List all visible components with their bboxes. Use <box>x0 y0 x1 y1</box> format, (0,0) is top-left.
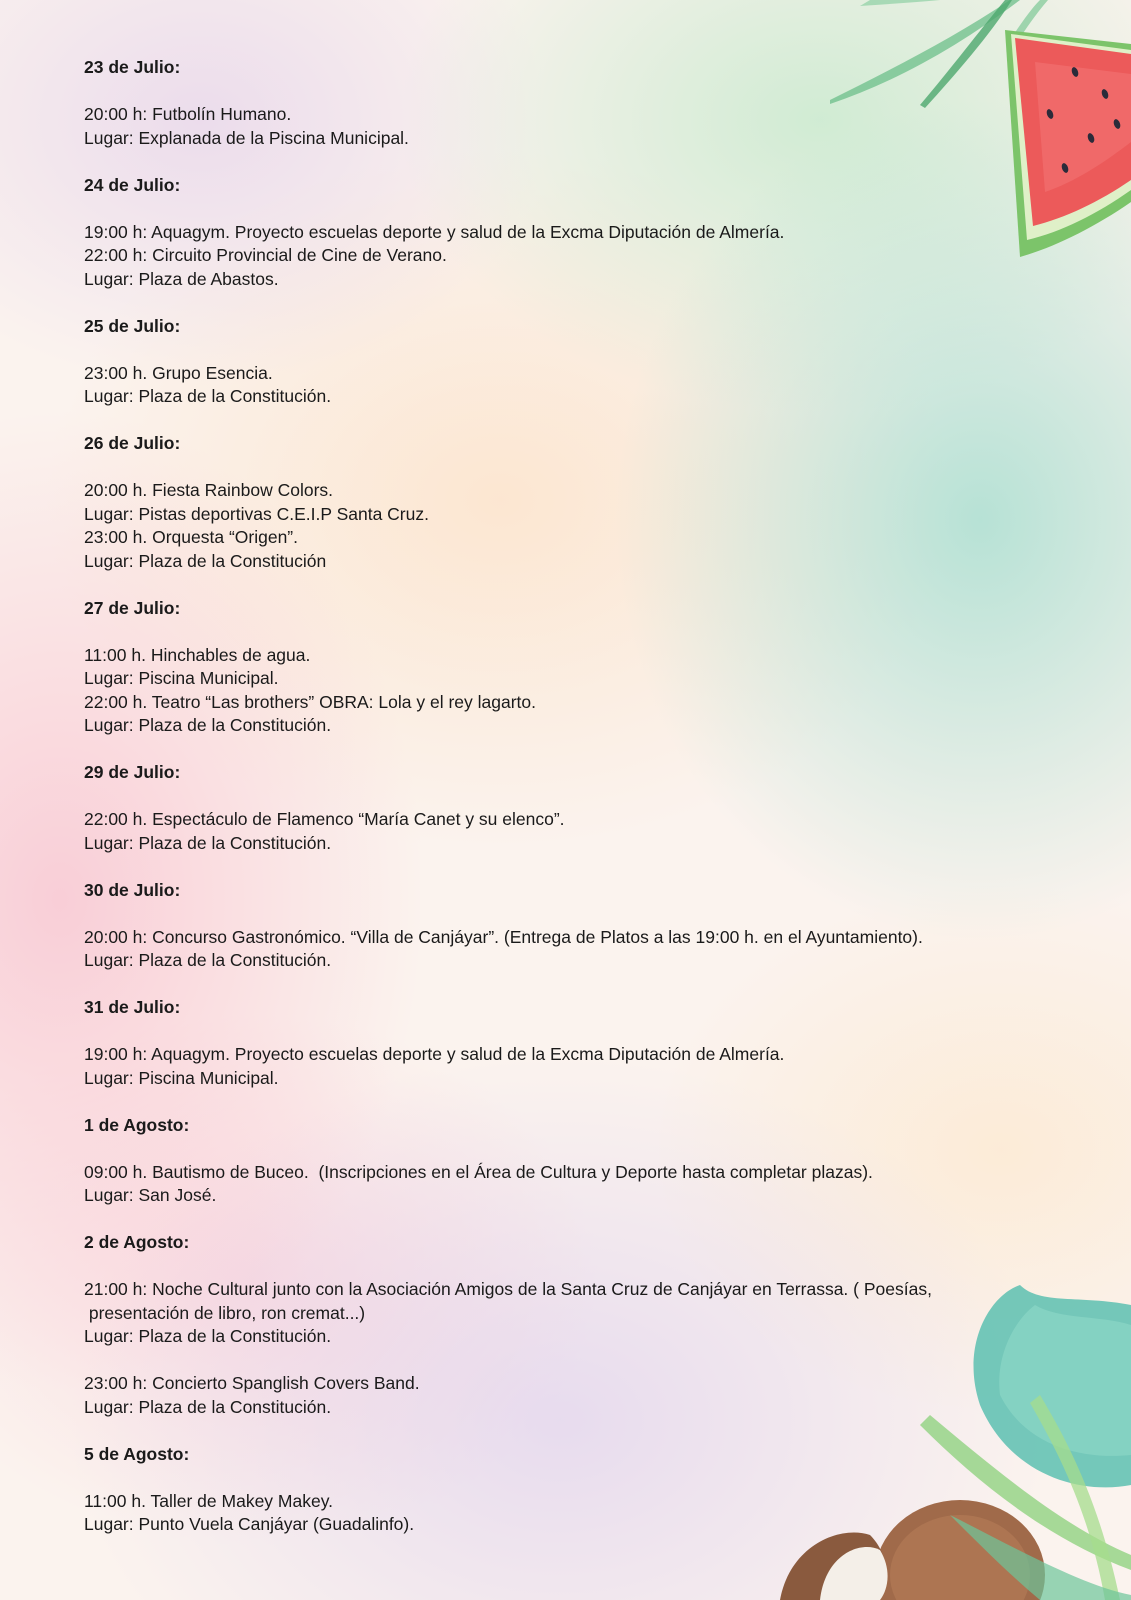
event-line: Lugar: Plaza de la Constitución. <box>84 386 332 406</box>
event-line: 22:00 h: Circuito Provincial de Cine de Verano. <box>84 245 447 265</box>
event-line: Lugar: Plaza de la Constitución. <box>84 1396 332 1417</box>
event-line: Lugar: Explanada de la Piscina Municipal. <box>84 127 409 148</box>
schedule-day <box>84 1443 974 1537</box>
event-line: 11:00 h. Taller de Makey Makey. <box>84 1490 334 1511</box>
watermelon-illustration <box>1005 22 1131 262</box>
event-line: Lugar: Plaza de la Constitución. <box>84 715 332 735</box>
event-line: 20:00 h: Futbolín Humano. <box>84 104 292 124</box>
event-line: 23:00 h. Orquesta “Origen”. <box>84 527 298 547</box>
schedule-day <box>84 996 974 1090</box>
schedule-day <box>84 761 974 855</box>
event-line: presentación de libro, ron cremat...) <box>84 1302 366 1323</box>
schedule-day <box>84 56 974 150</box>
event-line: 21:00 h: Noche Cultural junto con la Asociación Amigos de la Santa Cruz de Canjáyar en Terrassa. ( Poesías, <box>84 1279 932 1299</box>
schedule-day <box>84 597 974 738</box>
event-line: 20:00 h: Concurso Gastronómico. “Villa de Canjáyar”. (Entrega de Platos a las 19:00 h. en el Ayuntamiento). <box>84 926 923 947</box>
event-line: Lugar: Punto Vuela Canjáyar (Guadalinfo). <box>84 1514 415 1534</box>
day-title: 29 de Julio: <box>84 762 181 782</box>
day-title: 30 de Julio: <box>84 879 181 900</box>
event-line: Lugar: Plaza de la Constitución. <box>84 1326 332 1346</box>
day-title: 5 de Agosto: <box>84 1443 190 1464</box>
schedule-day <box>84 315 974 409</box>
event-line: 19:00 h: Aquagym. Proyecto escuelas deporte y salud de la Excma Diputación de Almería. <box>84 221 785 242</box>
event-line: Lugar: Pistas deportivas C.E.I.P Santa Cruz. <box>84 503 429 524</box>
event-line: 22:00 h. Teatro “Las brothers” OBRA: Lola y el rey lagarto. <box>84 691 536 712</box>
day-title: 1 de Agosto: <box>84 1114 190 1135</box>
event-line: Lugar: Plaza de la Constitución. <box>84 832 332 853</box>
schedule-day <box>84 1231 974 1419</box>
day-title: 23 de Julio: <box>84 57 181 77</box>
event-line: Lugar: San José. <box>84 1185 217 1205</box>
event-line: 23:00 h: Concierto Spanglish Covers Band. <box>84 1373 420 1393</box>
event-line: Lugar: Piscina Municipal. <box>84 668 279 688</box>
event-line: Lugar: Piscina Municipal. <box>84 1067 279 1088</box>
schedule-day <box>84 879 974 973</box>
event-line: 19:00 h: Aquagym. Proyecto escuelas deporte y salud de la Excma Diputación de Almería. <box>84 1044 785 1064</box>
spacer <box>84 1349 974 1373</box>
day-title: 27 de Julio: <box>84 597 181 618</box>
day-title: 24 de Julio: <box>84 174 181 195</box>
event-schedule <box>84 56 974 1560</box>
event-line: 09:00 h. Bautismo de Buceo. (Inscripciones en el Área de Cultura y Deporte hasta completar plazas). <box>84 1161 873 1182</box>
event-line: Lugar: Plaza de la Constitución. <box>84 950 332 970</box>
event-line: 22:00 h. Espectáculo de Flamenco “María Canet y su elenco”. <box>84 809 565 829</box>
event-line: Lugar: Plaza de Abastos. <box>84 268 279 289</box>
event-line: 23:00 h. Grupo Esencia. <box>84 362 273 383</box>
schedule-day <box>84 432 974 573</box>
event-line: 11:00 h. Hinchables de agua. <box>84 644 311 665</box>
schedule-day <box>84 1114 974 1208</box>
day-title: 31 de Julio: <box>84 997 181 1017</box>
event-line: Lugar: Plaza de la Constitución <box>84 550 327 571</box>
day-title: 26 de Julio: <box>84 433 181 453</box>
event-line: 20:00 h. Fiesta Rainbow Colors. <box>84 480 334 500</box>
day-title: 2 de Agosto: <box>84 1232 190 1252</box>
schedule-day <box>84 174 974 292</box>
day-title: 25 de Julio: <box>84 315 181 336</box>
